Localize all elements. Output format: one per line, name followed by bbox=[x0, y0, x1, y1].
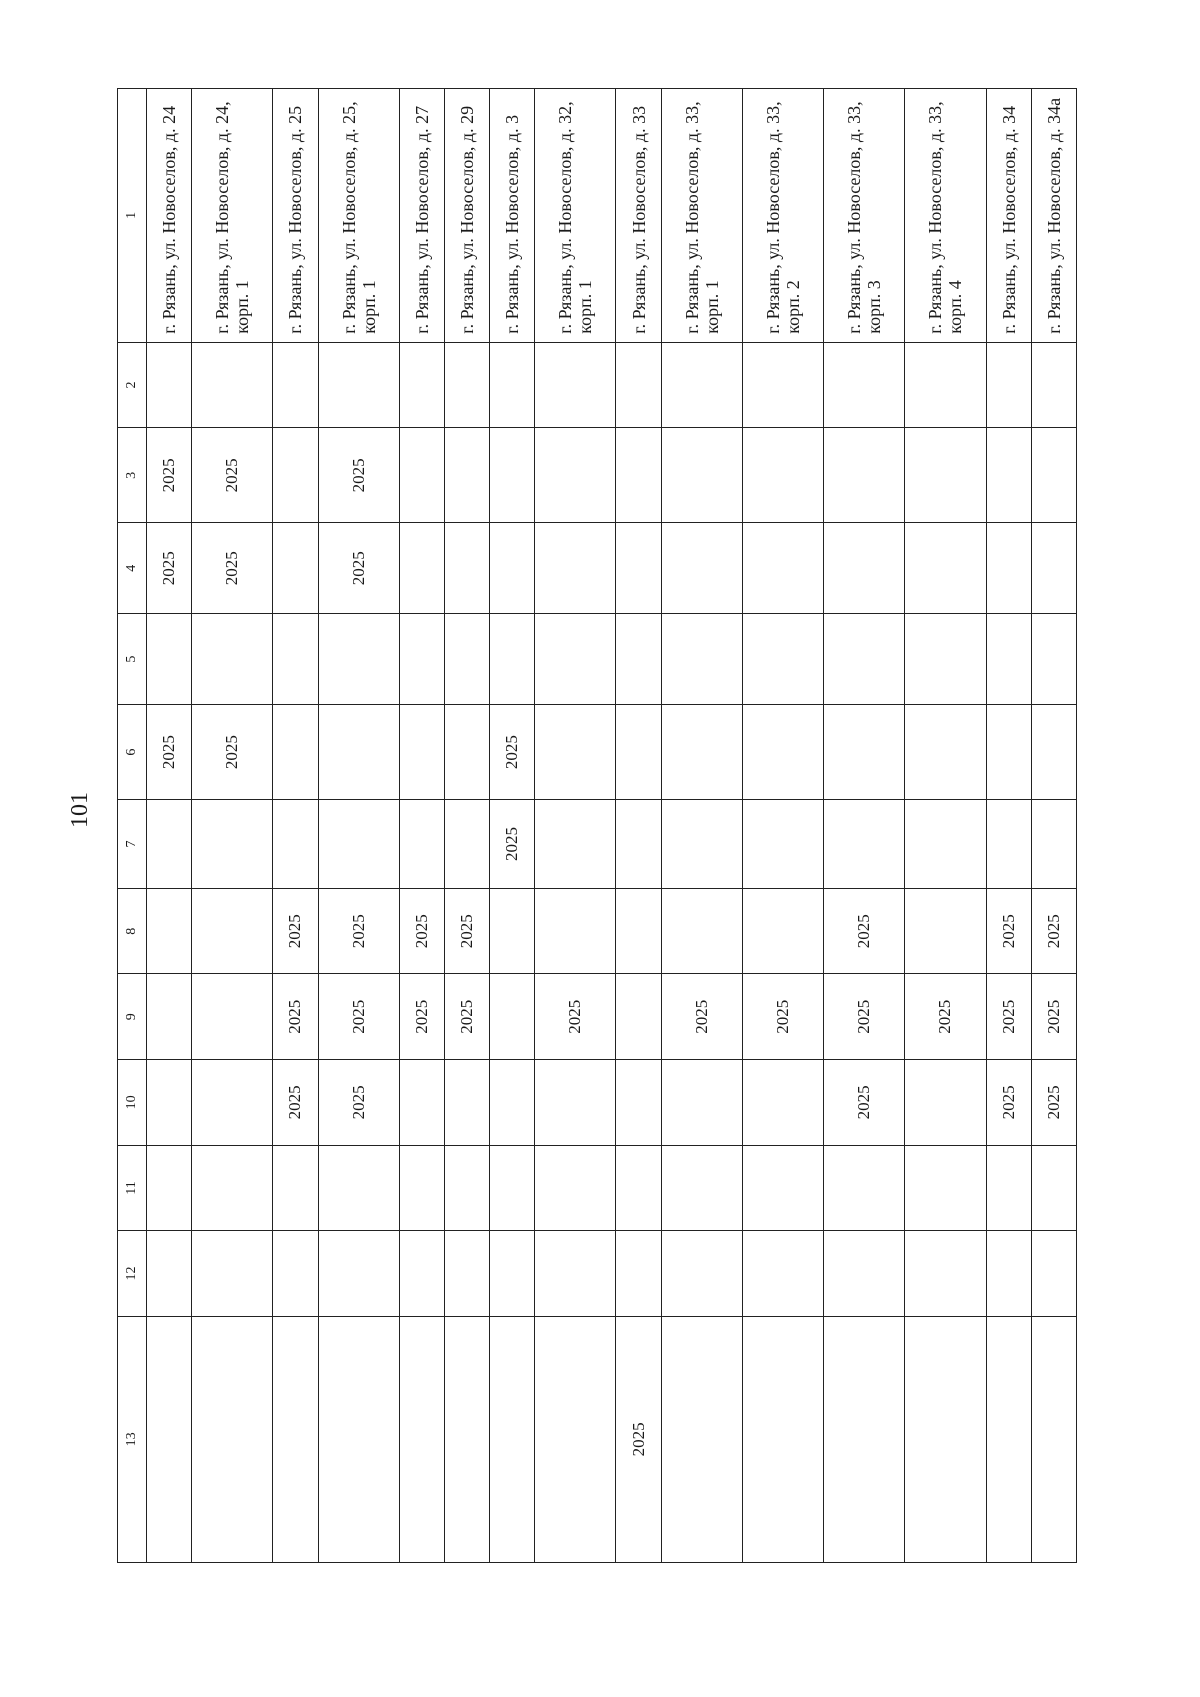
year-cell bbox=[318, 342, 399, 428]
year-cell bbox=[824, 523, 905, 614]
year-cell: 2025 bbox=[273, 974, 318, 1060]
header-row bbox=[118, 89, 147, 1563]
year-cell bbox=[661, 705, 742, 800]
column-header: 2 bbox=[118, 342, 147, 428]
year-cell: 2025 bbox=[1031, 888, 1076, 974]
year-cell bbox=[661, 523, 742, 614]
year-cell bbox=[661, 1231, 742, 1317]
year-cell bbox=[905, 888, 986, 974]
year-cell bbox=[535, 342, 616, 428]
column-header: 4 bbox=[118, 523, 147, 614]
year-cell bbox=[444, 1060, 489, 1146]
year-cell bbox=[444, 800, 489, 889]
table-row bbox=[1031, 89, 1076, 1563]
year-cell bbox=[986, 428, 1031, 523]
year-cell bbox=[661, 800, 742, 889]
column-header: 10 bbox=[118, 1060, 147, 1146]
year-cell bbox=[742, 1231, 823, 1317]
year-cell bbox=[490, 1145, 535, 1231]
year-cell bbox=[824, 342, 905, 428]
year-cell bbox=[147, 888, 192, 974]
year-cell bbox=[1031, 523, 1076, 614]
table-row bbox=[905, 89, 986, 1563]
year-cell bbox=[986, 523, 1031, 614]
year-cell: 2025 bbox=[192, 523, 273, 614]
year-cell: 2025 bbox=[147, 705, 192, 800]
year-cell bbox=[1031, 1231, 1076, 1317]
table-row bbox=[192, 89, 273, 1563]
address-cell: г. Рязань, ул. Новоселов, д. 3 bbox=[490, 89, 535, 343]
year-cell bbox=[742, 800, 823, 889]
address-cell: г. Рязань, ул. Новоселов, д. 33, корп. 3 bbox=[824, 89, 905, 343]
table-row bbox=[318, 89, 399, 1563]
column-header: 6 bbox=[118, 705, 147, 800]
year-cell bbox=[905, 342, 986, 428]
year-cell bbox=[742, 523, 823, 614]
year-cell bbox=[1031, 428, 1076, 523]
year-cell bbox=[535, 888, 616, 974]
year-cell bbox=[147, 1145, 192, 1231]
address-cell: г. Рязань, ул. Новоселов, д. 34а bbox=[1031, 89, 1076, 343]
year-cell bbox=[616, 614, 661, 705]
year-cell bbox=[535, 705, 616, 800]
address-cell: г. Рязань, ул. Новоселов, д. 27 bbox=[399, 89, 444, 343]
year-cell bbox=[824, 614, 905, 705]
year-cell bbox=[905, 428, 986, 523]
year-cell bbox=[742, 888, 823, 974]
year-cell: 2025 bbox=[192, 705, 273, 800]
year-cell bbox=[986, 1231, 1031, 1317]
year-cell bbox=[490, 888, 535, 974]
year-cell bbox=[742, 1060, 823, 1146]
year-cell bbox=[616, 523, 661, 614]
year-cell bbox=[616, 705, 661, 800]
year-cell: 2025 bbox=[147, 523, 192, 614]
address-cell: г. Рязань, ул. Новоселов, д. 33 bbox=[616, 89, 661, 343]
year-cell bbox=[905, 1145, 986, 1231]
year-cell bbox=[535, 614, 616, 705]
year-cell bbox=[444, 1145, 489, 1231]
year-cell bbox=[905, 1231, 986, 1317]
year-cell bbox=[490, 428, 535, 523]
year-cell bbox=[318, 1231, 399, 1317]
year-cell bbox=[147, 1316, 192, 1562]
year-cell bbox=[1031, 705, 1076, 800]
year-cell: 2025 bbox=[192, 428, 273, 523]
year-cell bbox=[147, 974, 192, 1060]
year-cell bbox=[661, 1145, 742, 1231]
year-cell bbox=[192, 614, 273, 705]
year-cell bbox=[444, 342, 489, 428]
year-cell bbox=[399, 1316, 444, 1562]
year-cell: 2025 bbox=[905, 974, 986, 1060]
year-cell bbox=[535, 1060, 616, 1146]
year-cell bbox=[905, 523, 986, 614]
table-row bbox=[535, 89, 616, 1563]
year-cell bbox=[986, 342, 1031, 428]
table-container bbox=[117, 88, 1077, 1563]
address-cell: г. Рязань, ул. Новоселов, д. 29 bbox=[444, 89, 489, 343]
year-cell bbox=[490, 1060, 535, 1146]
year-cell bbox=[824, 1316, 905, 1562]
year-cell bbox=[490, 342, 535, 428]
year-cell: 2025 bbox=[824, 1060, 905, 1146]
year-cell bbox=[1031, 1316, 1076, 1562]
address-cell: г. Рязань, ул. Новоселов, д. 33, корп. 2 bbox=[742, 89, 823, 343]
year-cell bbox=[273, 1145, 318, 1231]
year-cell bbox=[444, 1231, 489, 1317]
table-row bbox=[444, 89, 489, 1563]
column-header: 8 bbox=[118, 888, 147, 974]
year-cell: 2025 bbox=[490, 800, 535, 889]
year-cell bbox=[318, 1316, 399, 1562]
year-cell bbox=[535, 1316, 616, 1562]
address-cell: г. Рязань, ул. Новоселов, д. 24, корп. 1 bbox=[192, 89, 273, 343]
year-cell bbox=[905, 614, 986, 705]
address-cell: г. Рязань, ул. Новоселов, д. 25, корп. 1 bbox=[318, 89, 399, 343]
year-cell bbox=[273, 342, 318, 428]
year-cell bbox=[824, 1145, 905, 1231]
year-cell bbox=[535, 523, 616, 614]
year-cell bbox=[444, 705, 489, 800]
year-cell bbox=[399, 705, 444, 800]
year-cell: 2025 bbox=[273, 888, 318, 974]
column-header: 11 bbox=[118, 1145, 147, 1231]
year-cell: 2025 bbox=[824, 888, 905, 974]
year-cell bbox=[1031, 342, 1076, 428]
year-cell bbox=[273, 1231, 318, 1317]
column-header: 12 bbox=[118, 1231, 147, 1317]
year-cell bbox=[1031, 1145, 1076, 1231]
year-cell: 2025 bbox=[986, 888, 1031, 974]
year-cell bbox=[192, 342, 273, 428]
table-row bbox=[490, 89, 535, 1563]
year-cell: 2025 bbox=[399, 888, 444, 974]
year-cell bbox=[661, 428, 742, 523]
year-cell bbox=[318, 705, 399, 800]
year-cell bbox=[1031, 800, 1076, 889]
column-header: 3 bbox=[118, 428, 147, 523]
address-cell: г. Рязань, ул. Новоселов, д. 33, корп. 1 bbox=[661, 89, 742, 343]
address-cell: г. Рязань, ул. Новоселов, д. 24 bbox=[147, 89, 192, 343]
address-cell: г. Рязань, ул. Новоселов, д. 33, корп. 4 bbox=[905, 89, 986, 343]
year-cell bbox=[535, 428, 616, 523]
year-cell bbox=[273, 614, 318, 705]
year-cell bbox=[399, 1231, 444, 1317]
year-cell: 2025 bbox=[1031, 974, 1076, 1060]
year-cell bbox=[616, 974, 661, 1060]
year-cell bbox=[616, 1231, 661, 1317]
year-cell bbox=[535, 1231, 616, 1317]
year-cell bbox=[905, 705, 986, 800]
table-row bbox=[661, 89, 742, 1563]
column-header: 7 bbox=[118, 800, 147, 889]
year-cell bbox=[444, 1316, 489, 1562]
year-cell: 2025 bbox=[318, 1060, 399, 1146]
year-cell bbox=[824, 428, 905, 523]
year-cell bbox=[147, 1060, 192, 1146]
year-cell bbox=[616, 342, 661, 428]
table-row bbox=[616, 89, 661, 1563]
year-cell: 2025 bbox=[986, 974, 1031, 1060]
year-cell bbox=[444, 614, 489, 705]
year-cell bbox=[273, 428, 318, 523]
column-header: 5 bbox=[118, 614, 147, 705]
year-cell bbox=[742, 428, 823, 523]
year-cell bbox=[824, 800, 905, 889]
column-header: 13 bbox=[118, 1316, 147, 1562]
year-cell bbox=[490, 1231, 535, 1317]
year-cell: 2025 bbox=[535, 974, 616, 1060]
year-cell bbox=[399, 614, 444, 705]
year-cell: 2025 bbox=[318, 974, 399, 1060]
year-cell bbox=[192, 888, 273, 974]
year-cell bbox=[742, 1145, 823, 1231]
year-cell: 2025 bbox=[147, 428, 192, 523]
year-cell bbox=[986, 705, 1031, 800]
year-cell bbox=[399, 1145, 444, 1231]
year-cell bbox=[318, 1145, 399, 1231]
table-row bbox=[147, 89, 192, 1563]
year-cell: 2025 bbox=[399, 974, 444, 1060]
year-cell bbox=[535, 800, 616, 889]
year-cell bbox=[616, 800, 661, 889]
year-cell bbox=[986, 614, 1031, 705]
year-cell bbox=[742, 705, 823, 800]
year-cell: 2025 bbox=[1031, 1060, 1076, 1146]
year-cell bbox=[399, 523, 444, 614]
year-cell: 2025 bbox=[616, 1316, 661, 1562]
year-cell bbox=[905, 800, 986, 889]
year-cell bbox=[661, 1060, 742, 1146]
year-cell bbox=[824, 705, 905, 800]
year-cell bbox=[318, 614, 399, 705]
table-row bbox=[986, 89, 1031, 1563]
year-cell: 2025 bbox=[318, 888, 399, 974]
column-header: 9 bbox=[118, 974, 147, 1060]
year-cell bbox=[147, 342, 192, 428]
year-cell bbox=[661, 614, 742, 705]
year-cell bbox=[986, 1145, 1031, 1231]
year-cell bbox=[490, 974, 535, 1060]
year-cell bbox=[318, 800, 399, 889]
year-cell bbox=[661, 342, 742, 428]
year-cell bbox=[273, 800, 318, 889]
year-cell bbox=[616, 1145, 661, 1231]
year-cell bbox=[192, 1145, 273, 1231]
year-cell bbox=[490, 523, 535, 614]
year-cell: 2025 bbox=[824, 974, 905, 1060]
table-row bbox=[399, 89, 444, 1563]
year-cell bbox=[273, 523, 318, 614]
year-cell: 2025 bbox=[273, 1060, 318, 1146]
year-cell bbox=[147, 614, 192, 705]
year-cell: 2025 bbox=[742, 974, 823, 1060]
year-cell bbox=[399, 1060, 444, 1146]
year-cell bbox=[616, 428, 661, 523]
column-header: 1 bbox=[118, 89, 147, 343]
year-cell bbox=[905, 1060, 986, 1146]
year-cell bbox=[444, 428, 489, 523]
year-cell bbox=[192, 1231, 273, 1317]
year-cell: 2025 bbox=[444, 974, 489, 1060]
year-cell bbox=[192, 800, 273, 889]
year-cell bbox=[616, 888, 661, 974]
year-cell bbox=[147, 800, 192, 889]
year-cell bbox=[147, 1231, 192, 1317]
year-cell bbox=[1031, 614, 1076, 705]
year-cell bbox=[616, 1060, 661, 1146]
year-cell bbox=[905, 1316, 986, 1562]
table-row bbox=[742, 89, 823, 1563]
year-cell bbox=[192, 1316, 273, 1562]
year-cell bbox=[742, 342, 823, 428]
table-row bbox=[273, 89, 318, 1563]
year-cell bbox=[535, 1145, 616, 1231]
table-row bbox=[824, 89, 905, 1563]
year-cell: 2025 bbox=[444, 888, 489, 974]
year-cell bbox=[490, 614, 535, 705]
year-cell bbox=[273, 705, 318, 800]
year-cell bbox=[490, 1316, 535, 1562]
year-cell bbox=[986, 800, 1031, 889]
year-cell bbox=[661, 888, 742, 974]
schedule-table bbox=[117, 88, 1077, 1563]
year-cell bbox=[986, 1316, 1031, 1562]
year-cell bbox=[444, 523, 489, 614]
year-cell bbox=[661, 1316, 742, 1562]
year-cell bbox=[192, 974, 273, 1060]
year-cell: 2025 bbox=[318, 428, 399, 523]
year-cell: 2025 bbox=[986, 1060, 1031, 1146]
year-cell bbox=[192, 1060, 273, 1146]
year-cell bbox=[824, 1231, 905, 1317]
page-number: 101 bbox=[66, 792, 93, 828]
year-cell bbox=[399, 428, 444, 523]
year-cell bbox=[399, 342, 444, 428]
year-cell bbox=[399, 800, 444, 889]
year-cell bbox=[742, 614, 823, 705]
year-cell: 2025 bbox=[318, 523, 399, 614]
address-cell: г. Рязань, ул. Новоселов, д. 34 bbox=[986, 89, 1031, 343]
address-cell: г. Рязань, ул. Новоселов, д. 25 bbox=[273, 89, 318, 343]
rotated-table-frame bbox=[117, 88, 1077, 1563]
year-cell bbox=[742, 1316, 823, 1562]
year-cell: 2025 bbox=[661, 974, 742, 1060]
table-body bbox=[147, 89, 1077, 1563]
year-cell bbox=[273, 1316, 318, 1562]
address-cell: г. Рязань, ул. Новоселов, д. 32, корп. 1 bbox=[535, 89, 616, 343]
year-cell: 2025 bbox=[490, 705, 535, 800]
